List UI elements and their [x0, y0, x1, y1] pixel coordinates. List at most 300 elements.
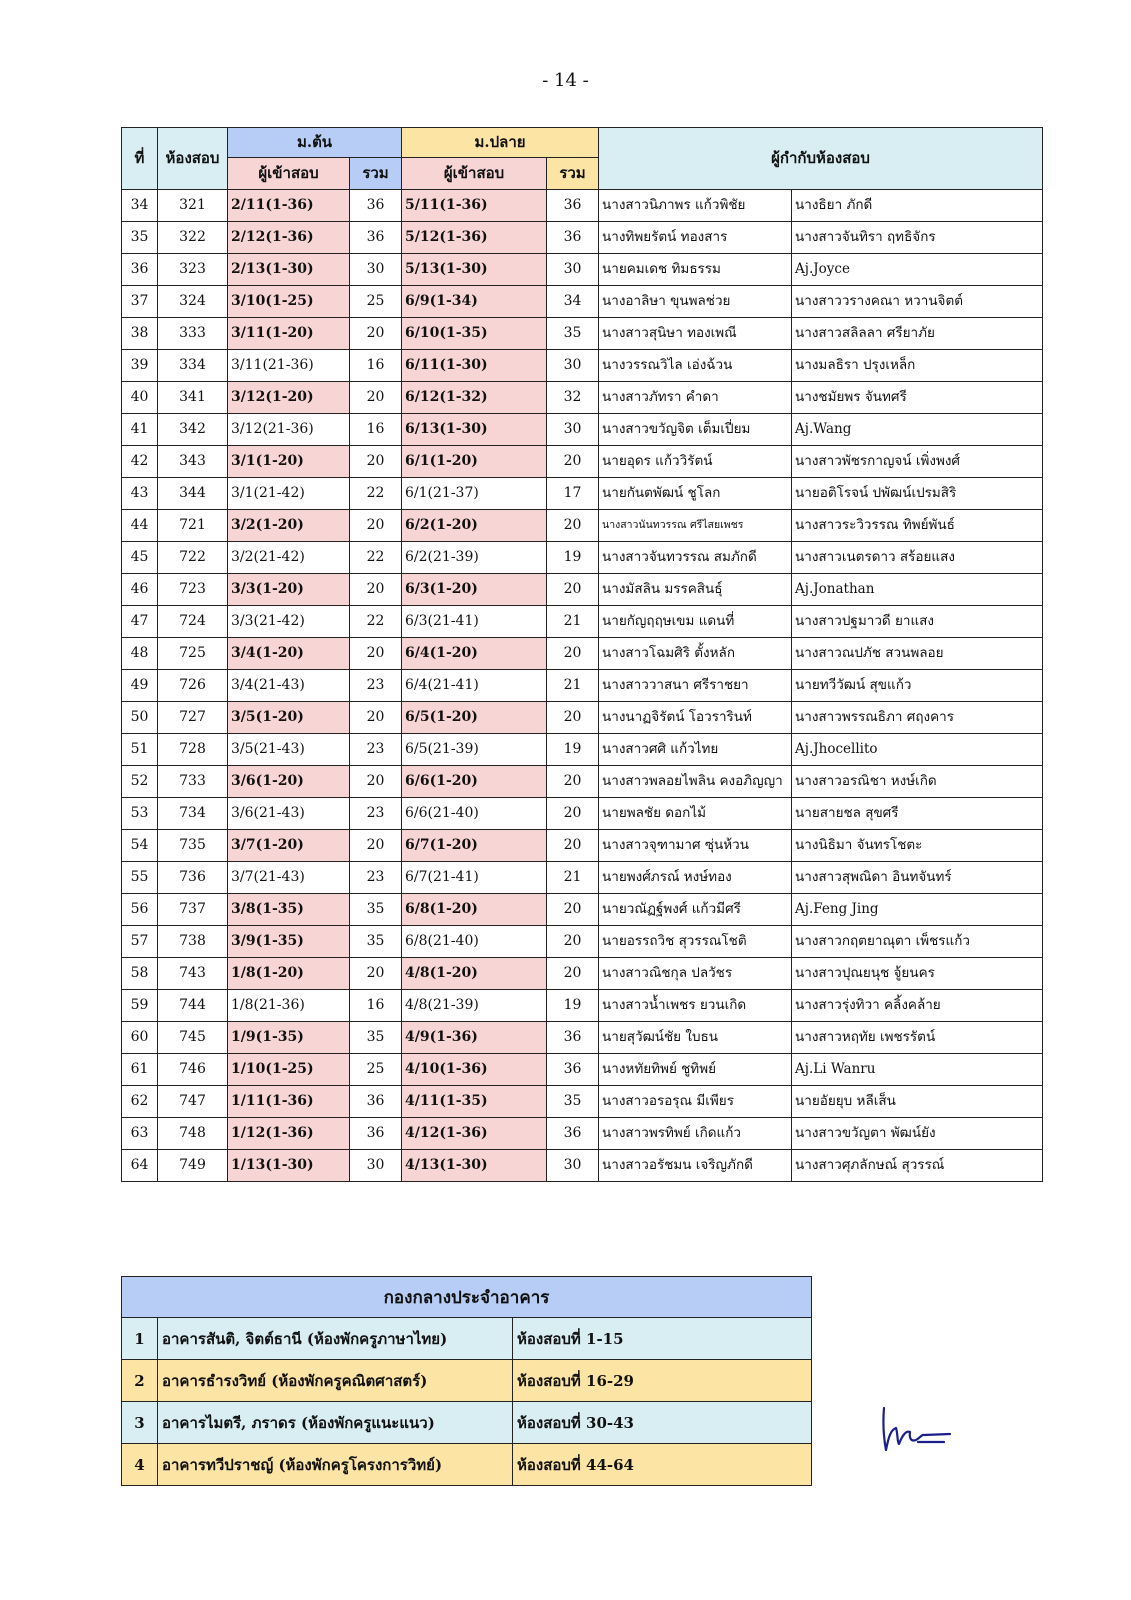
lower-examinees: 3/4(21-43): [228, 670, 350, 702]
proctor-1: นายกัญฤฤษเขม แดนที่: [599, 606, 792, 638]
building-name: อาคารธำรงวิทย์ (ห้องพักครูคณิตศาสตร์): [158, 1360, 513, 1402]
table-row: [122, 190, 1043, 222]
lower-examinees: 3/1(1-20): [228, 446, 350, 478]
row-number: 49: [122, 670, 158, 702]
table-row: [122, 1118, 1043, 1150]
upper-examinees: 6/2(21-39): [402, 542, 547, 574]
building-rows: [122, 1318, 812, 1486]
lower-total: 16: [350, 350, 402, 382]
lower-examinees: 3/1(21-42): [228, 478, 350, 510]
row-number: 55: [122, 862, 158, 894]
lower-total: 20: [350, 958, 402, 990]
header-room: ห้องสอบ: [158, 128, 228, 190]
lower-examinees: 3/6(1-20): [228, 766, 350, 798]
lower-total: 30: [350, 1150, 402, 1182]
lower-examinees: 3/7(1-20): [228, 830, 350, 862]
lower-total: 25: [350, 1054, 402, 1086]
table-row: [122, 542, 1043, 574]
table-row: [122, 510, 1043, 542]
header-lower-total: รวม: [350, 158, 402, 190]
upper-examinees: 6/13(1-30): [402, 414, 547, 446]
lower-examinees: 1/13(1-30): [228, 1150, 350, 1182]
row-number: 46: [122, 574, 158, 606]
row-number: 41: [122, 414, 158, 446]
page-number: - 14 -: [542, 70, 589, 91]
lower-examinees: 3/11(21-36): [228, 350, 350, 382]
row-number: 64: [122, 1150, 158, 1182]
upper-examinees: 6/6(1-20): [402, 766, 547, 798]
upper-examinees: 6/9(1-34): [402, 286, 547, 318]
proctor-1: นางสาวน้ำเพชร ยวนเกิด: [599, 990, 792, 1022]
row-number: 60: [122, 1022, 158, 1054]
lower-total: 22: [350, 606, 402, 638]
row-number: 43: [122, 478, 158, 510]
upper-total: 36: [547, 190, 599, 222]
room-number: 343: [158, 446, 228, 478]
room-number: 747: [158, 1086, 228, 1118]
upper-total: 19: [547, 990, 599, 1022]
table-row: [122, 638, 1043, 670]
room-number: 322: [158, 222, 228, 254]
upper-total: 19: [547, 734, 599, 766]
header-upper-examinees: ผู้เข้าสอบ: [402, 158, 547, 190]
upper-examinees: 4/9(1-36): [402, 1022, 547, 1054]
proctor-2: นางสาววรางคณา หวานจิตต์: [792, 286, 1043, 318]
exam-room-rows: [122, 190, 1043, 1182]
lower-examinees: 2/12(1-36): [228, 222, 350, 254]
table-row: [122, 798, 1043, 830]
lower-examinees: 2/13(1-30): [228, 254, 350, 286]
upper-total: 30: [547, 1150, 599, 1182]
building-row: [122, 1444, 812, 1486]
table-row: [122, 574, 1043, 606]
upper-examinees: 6/10(1-35): [402, 318, 547, 350]
proctor-2: นางสาวศุภลักษณ์ สุวรรณ์: [792, 1150, 1043, 1182]
header-no: ที่: [122, 128, 158, 190]
proctor-1: นางสาวอรัชมน เจริญภักดี: [599, 1150, 792, 1182]
building-row: [122, 1402, 812, 1444]
proctor-2: นางสาวสลิลลา ศรียาภัย: [792, 318, 1043, 350]
upper-total: 20: [547, 830, 599, 862]
table-row: [122, 958, 1043, 990]
upper-examinees: 6/4(21-41): [402, 670, 547, 702]
table-row: [122, 702, 1043, 734]
lower-total: 35: [350, 1022, 402, 1054]
lower-examinees: 3/6(21-43): [228, 798, 350, 830]
row-number: 53: [122, 798, 158, 830]
upper-examinees: 4/12(1-36): [402, 1118, 547, 1150]
room-number: 334: [158, 350, 228, 382]
table-row: [122, 1086, 1043, 1118]
building-table-title: กองกลางประจำอาคาร: [122, 1277, 812, 1318]
lower-total: 35: [350, 894, 402, 926]
row-number: 63: [122, 1118, 158, 1150]
lower-total: 20: [350, 702, 402, 734]
proctor-1: นางอาลิษา ขุนพลช่วย: [599, 286, 792, 318]
lower-total: 23: [350, 798, 402, 830]
upper-examinees: 6/5(21-39): [402, 734, 547, 766]
table-row: [122, 382, 1043, 414]
row-number: 39: [122, 350, 158, 382]
lower-examinees: 3/2(1-20): [228, 510, 350, 542]
lower-total: 35: [350, 926, 402, 958]
building-rooms: ห้องสอบที่ 1-15: [513, 1318, 812, 1360]
upper-total: 20: [547, 446, 599, 478]
row-number: 36: [122, 254, 158, 286]
lower-examinees: 3/5(1-20): [228, 702, 350, 734]
table-row: [122, 254, 1043, 286]
proctor-2: นางธิยา ภักดี: [792, 190, 1043, 222]
proctor-2: นางสาวปุณยนุช จู้ยนคร: [792, 958, 1043, 990]
upper-total: 21: [547, 670, 599, 702]
proctor-2: Aj.Wang: [792, 414, 1043, 446]
upper-total: 35: [547, 318, 599, 350]
table-row: [122, 670, 1043, 702]
lower-total: 16: [350, 414, 402, 446]
upper-examinees: 4/13(1-30): [402, 1150, 547, 1182]
upper-total: 17: [547, 478, 599, 510]
row-number: 34: [122, 190, 158, 222]
upper-total: 20: [547, 798, 599, 830]
room-number: 724: [158, 606, 228, 638]
upper-total: 20: [547, 510, 599, 542]
lower-examinees: 3/7(21-43): [228, 862, 350, 894]
lower-total: 36: [350, 1118, 402, 1150]
lower-examinees: 1/10(1-25): [228, 1054, 350, 1086]
building-rooms: ห้องสอบที่ 44-64: [513, 1444, 812, 1486]
proctor-2: นายสายชล สุขศรี: [792, 798, 1043, 830]
lower-total: 20: [350, 382, 402, 414]
proctor-1: นางสาวจันทวรรณ สมภักดี: [599, 542, 792, 574]
room-number: 749: [158, 1150, 228, 1182]
upper-total: 19: [547, 542, 599, 574]
table-row: [122, 926, 1043, 958]
lower-total: 20: [350, 766, 402, 798]
table-row: [122, 990, 1043, 1022]
room-number: 323: [158, 254, 228, 286]
proctor-1: นางสาวณิชกุล ปลวัชร: [599, 958, 792, 990]
proctor-1: นางหทัยทิพย์ ชูทิพย์: [599, 1054, 792, 1086]
lower-total: 20: [350, 638, 402, 670]
proctor-1: นางสาวขวัญจิต เต็มเปี่ยม: [599, 414, 792, 446]
upper-total: 30: [547, 254, 599, 286]
room-number: 733: [158, 766, 228, 798]
lower-examinees: 1/8(21-36): [228, 990, 350, 1022]
room-number: 735: [158, 830, 228, 862]
header-upper-total: รวม: [547, 158, 599, 190]
upper-examinees: 5/11(1-36): [402, 190, 547, 222]
row-number: 35: [122, 222, 158, 254]
lower-total: 36: [350, 222, 402, 254]
proctor-2: นางนิธิมา จันทรโชตะ: [792, 830, 1043, 862]
upper-total: 36: [547, 1118, 599, 1150]
room-number: 743: [158, 958, 228, 990]
proctor-2: นางสาวอรณิชา หงษ์เกิด: [792, 766, 1043, 798]
room-number: 344: [158, 478, 228, 510]
lower-total: 23: [350, 862, 402, 894]
upper-examinees: 6/5(1-20): [402, 702, 547, 734]
signature: [878, 1404, 954, 1460]
table-row: [122, 446, 1043, 478]
lower-examinees: 3/8(1-35): [228, 894, 350, 926]
room-number: 321: [158, 190, 228, 222]
proctor-2: Aj.Li Wanru: [792, 1054, 1043, 1086]
row-number: 50: [122, 702, 158, 734]
room-number: 725: [158, 638, 228, 670]
header-lower-secondary: ม.ต้น: [228, 128, 402, 158]
upper-total: 34: [547, 286, 599, 318]
room-number: 746: [158, 1054, 228, 1086]
proctor-1: นายคมเดช ทิมธรรม: [599, 254, 792, 286]
row-number: 48: [122, 638, 158, 670]
upper-total: 20: [547, 958, 599, 990]
building-number: 1: [122, 1318, 158, 1360]
upper-examinees: 6/3(1-20): [402, 574, 547, 606]
building-number: 2: [122, 1360, 158, 1402]
proctor-1: นางสาวโฉมศิริ ตั้งหลัก: [599, 638, 792, 670]
proctor-2: นางสาวปฐมาวดี ยาแสง: [792, 606, 1043, 638]
upper-examinees: 6/7(1-20): [402, 830, 547, 862]
upper-examinees: 5/13(1-30): [402, 254, 547, 286]
lower-examinees: 3/11(1-20): [228, 318, 350, 350]
proctor-2: นางสาวรุ่งทิวา คลิ้งคล้าย: [792, 990, 1043, 1022]
table-row: [122, 606, 1043, 638]
proctor-1: นายพงศ์ภรณ์ หงษ์ทอง: [599, 862, 792, 894]
upper-total: 20: [547, 926, 599, 958]
proctor-1: นางสาวนิภาพร แก้วพิชัย: [599, 190, 792, 222]
upper-total: 20: [547, 702, 599, 734]
upper-total: 21: [547, 862, 599, 894]
lower-total: 20: [350, 446, 402, 478]
lower-examinees: 3/5(21-43): [228, 734, 350, 766]
proctor-1: นางสาวภัทรา คำดา: [599, 382, 792, 414]
upper-examinees: 4/8(21-39): [402, 990, 547, 1022]
proctor-1: นางสาวนันทวรรณ ศรีไสยเพชร: [599, 510, 792, 542]
row-number: 42: [122, 446, 158, 478]
room-number: 726: [158, 670, 228, 702]
upper-total: 20: [547, 574, 599, 606]
table-row: [122, 734, 1043, 766]
room-number: 333: [158, 318, 228, 350]
proctor-1: นายพลชัย ดอกไม้: [599, 798, 792, 830]
lower-examinees: 3/10(1-25): [228, 286, 350, 318]
row-number: 56: [122, 894, 158, 926]
building-rooms: ห้องสอบที่ 16-29: [513, 1360, 812, 1402]
table-row: [122, 1022, 1043, 1054]
proctor-2: นางสาวขวัญตา พัฒน์ยัง: [792, 1118, 1043, 1150]
proctor-1: นางสาวสุนิษา ทองเพณี: [599, 318, 792, 350]
room-number: 737: [158, 894, 228, 926]
building-row: [122, 1318, 812, 1360]
proctor-2: Aj.Jonathan: [792, 574, 1043, 606]
proctor-1: นางสาวอรอรุณ มีเพียร: [599, 1086, 792, 1118]
lower-examinees: 3/9(1-35): [228, 926, 350, 958]
row-number: 44: [122, 510, 158, 542]
row-number: 59: [122, 990, 158, 1022]
row-number: 51: [122, 734, 158, 766]
proctor-1: นางมัสลิน มรรคสินธุ์: [599, 574, 792, 606]
upper-total: 36: [547, 222, 599, 254]
proctor-1: นางสาวศศิ แก้วไทย: [599, 734, 792, 766]
upper-total: 21: [547, 606, 599, 638]
proctor-2: นางสาวพัชรกาญจน์ เพิ่งพงศ์: [792, 446, 1043, 478]
proctor-1: นายอุดร แก้ววิรัตน์: [599, 446, 792, 478]
proctor-2: นายอติโรจน์ ปพัฒน์เปรมสิริ: [792, 478, 1043, 510]
lower-total: 22: [350, 478, 402, 510]
row-number: 54: [122, 830, 158, 862]
table-row: [122, 1054, 1043, 1086]
exam-room-table: [121, 127, 1043, 1182]
upper-total: 32: [547, 382, 599, 414]
room-number: 324: [158, 286, 228, 318]
row-number: 38: [122, 318, 158, 350]
room-number: 736: [158, 862, 228, 894]
lower-examinees: 1/8(1-20): [228, 958, 350, 990]
proctor-2: Aj.Feng Jing: [792, 894, 1043, 926]
table-row: [122, 318, 1043, 350]
upper-examinees: 6/6(21-40): [402, 798, 547, 830]
lower-total: 20: [350, 318, 402, 350]
table-row: [122, 766, 1043, 798]
lower-total: 36: [350, 190, 402, 222]
table-row: [122, 478, 1043, 510]
proctor-1: นางวรรณวิไล เอ่งฉ้วน: [599, 350, 792, 382]
proctor-2: นางสาวระวิวรรณ ทิพย์พันธ์: [792, 510, 1043, 542]
upper-total: 20: [547, 894, 599, 926]
row-number: 61: [122, 1054, 158, 1086]
row-number: 57: [122, 926, 158, 958]
proctor-2: นางสาวจันทิรา ฤทธิจักร: [792, 222, 1043, 254]
building-row: [122, 1360, 812, 1402]
proctor-1: นางสาวพรทิพย์ เกิดแก้ว: [599, 1118, 792, 1150]
upper-total: 36: [547, 1022, 599, 1054]
proctor-2: นางสาวพรรณธิภา ศฤงคาร: [792, 702, 1043, 734]
proctor-2: นางสาวหฤทัย เพชรรัตน์: [792, 1022, 1043, 1054]
table-row: [122, 894, 1043, 926]
room-number: 748: [158, 1118, 228, 1150]
proctor-1: นายกันตพัฒน์ ชูโลก: [599, 478, 792, 510]
row-number: 58: [122, 958, 158, 990]
room-number: 738: [158, 926, 228, 958]
proctor-1: นางนาฏจิรัตน์ โอวรารินท์: [599, 702, 792, 734]
row-number: 52: [122, 766, 158, 798]
proctor-2: นางสาวณปภัช สวนพลอย: [792, 638, 1043, 670]
table-row: [122, 350, 1043, 382]
proctor-2: นางชมัยพร จันทศรี: [792, 382, 1043, 414]
row-number: 62: [122, 1086, 158, 1118]
table-row: [122, 286, 1043, 318]
building-rooms: ห้องสอบที่ 30-43: [513, 1402, 812, 1444]
room-number: 728: [158, 734, 228, 766]
proctor-2: นางสาวกฤตยาณุตา เพ็ชรแก้ว: [792, 926, 1043, 958]
upper-examinees: 4/8(1-20): [402, 958, 547, 990]
lower-examinees: 1/12(1-36): [228, 1118, 350, 1150]
row-number: 37: [122, 286, 158, 318]
lower-total: 22: [350, 542, 402, 574]
row-number: 45: [122, 542, 158, 574]
building-center-table: [121, 1276, 812, 1486]
lower-examinees: 3/4(1-20): [228, 638, 350, 670]
upper-examinees: 6/4(1-20): [402, 638, 547, 670]
room-number: 744: [158, 990, 228, 1022]
upper-examinees: 6/8(21-40): [402, 926, 547, 958]
upper-examinees: 6/7(21-41): [402, 862, 547, 894]
proctor-2: นางสาวเนตรดาว สร้อยแสง: [792, 542, 1043, 574]
room-number: 734: [158, 798, 228, 830]
lower-total: 30: [350, 254, 402, 286]
table-row: [122, 222, 1043, 254]
row-number: 47: [122, 606, 158, 638]
room-number: 727: [158, 702, 228, 734]
lower-examinees: 1/11(1-36): [228, 1086, 350, 1118]
building-name: อาคารสันติ, จิตต์ธานี (ห้องพักครูภาษาไทย): [158, 1318, 513, 1360]
upper-examinees: 6/11(1-30): [402, 350, 547, 382]
proctor-1: นางสาวจุฑามาศ ซุ่นห้วน: [599, 830, 792, 862]
proctor-2: Aj.Joyce: [792, 254, 1043, 286]
row-number: 40: [122, 382, 158, 414]
upper-examinees: 6/1(21-37): [402, 478, 547, 510]
room-number: 342: [158, 414, 228, 446]
proctor-1: นางสาววาสนา ศรีราชยา: [599, 670, 792, 702]
lower-examinees: 2/11(1-36): [228, 190, 350, 222]
lower-total: 23: [350, 670, 402, 702]
proctor-2: Aj.Jhocellito: [792, 734, 1043, 766]
upper-examinees: 6/3(21-41): [402, 606, 547, 638]
lower-examinees: 1/9(1-35): [228, 1022, 350, 1054]
upper-examinees: 6/1(1-20): [402, 446, 547, 478]
room-number: 341: [158, 382, 228, 414]
proctor-2: นางมลธิรา ปรุงเหล็ก: [792, 350, 1043, 382]
upper-total: 35: [547, 1086, 599, 1118]
lower-examinees: 3/3(1-20): [228, 574, 350, 606]
upper-examinees: 4/11(1-35): [402, 1086, 547, 1118]
header-lower-examinees: ผู้เข้าสอบ: [228, 158, 350, 190]
table-row: [122, 862, 1043, 894]
upper-examinees: 5/12(1-36): [402, 222, 547, 254]
lower-examinees: 3/3(21-42): [228, 606, 350, 638]
upper-total: 20: [547, 638, 599, 670]
proctor-1: นางทิพยรัตน์ ทองสาร: [599, 222, 792, 254]
lower-total: 20: [350, 830, 402, 862]
proctor-2: นายอัยยุบ หลีเส็น: [792, 1086, 1043, 1118]
proctor-2: นายทวีวัฒน์ สุขแก้ว: [792, 670, 1043, 702]
building-name: อาคารไมตรี, ภราดร (ห้องพักครูแนะแนว): [158, 1402, 513, 1444]
proctor-2: นางสาวสุพณิดา อินทจันทร์: [792, 862, 1043, 894]
lower-examinees: 3/12(21-36): [228, 414, 350, 446]
building-number: 4: [122, 1444, 158, 1486]
upper-examinees: 6/2(1-20): [402, 510, 547, 542]
upper-total: 30: [547, 414, 599, 446]
table-row: [122, 1150, 1043, 1182]
upper-examinees: 6/12(1-32): [402, 382, 547, 414]
building-number: 3: [122, 1402, 158, 1444]
room-number: 721: [158, 510, 228, 542]
proctor-1: นายสุวัฒน์ชัย ใบธน: [599, 1022, 792, 1054]
proctor-1: นายวณัฏฐ์พงศ์ แก้วมีศรี: [599, 894, 792, 926]
upper-examinees: 6/8(1-20): [402, 894, 547, 926]
room-number: 722: [158, 542, 228, 574]
table-row: [122, 830, 1043, 862]
lower-total: 20: [350, 574, 402, 606]
upper-total: 20: [547, 766, 599, 798]
upper-total: 30: [547, 350, 599, 382]
lower-total: 20: [350, 510, 402, 542]
lower-total: 25: [350, 286, 402, 318]
table-row: [122, 414, 1043, 446]
upper-examinees: 4/10(1-36): [402, 1054, 547, 1086]
lower-total: 16: [350, 990, 402, 1022]
proctor-1: นายอรรถวิช สุวรรณโชติ: [599, 926, 792, 958]
